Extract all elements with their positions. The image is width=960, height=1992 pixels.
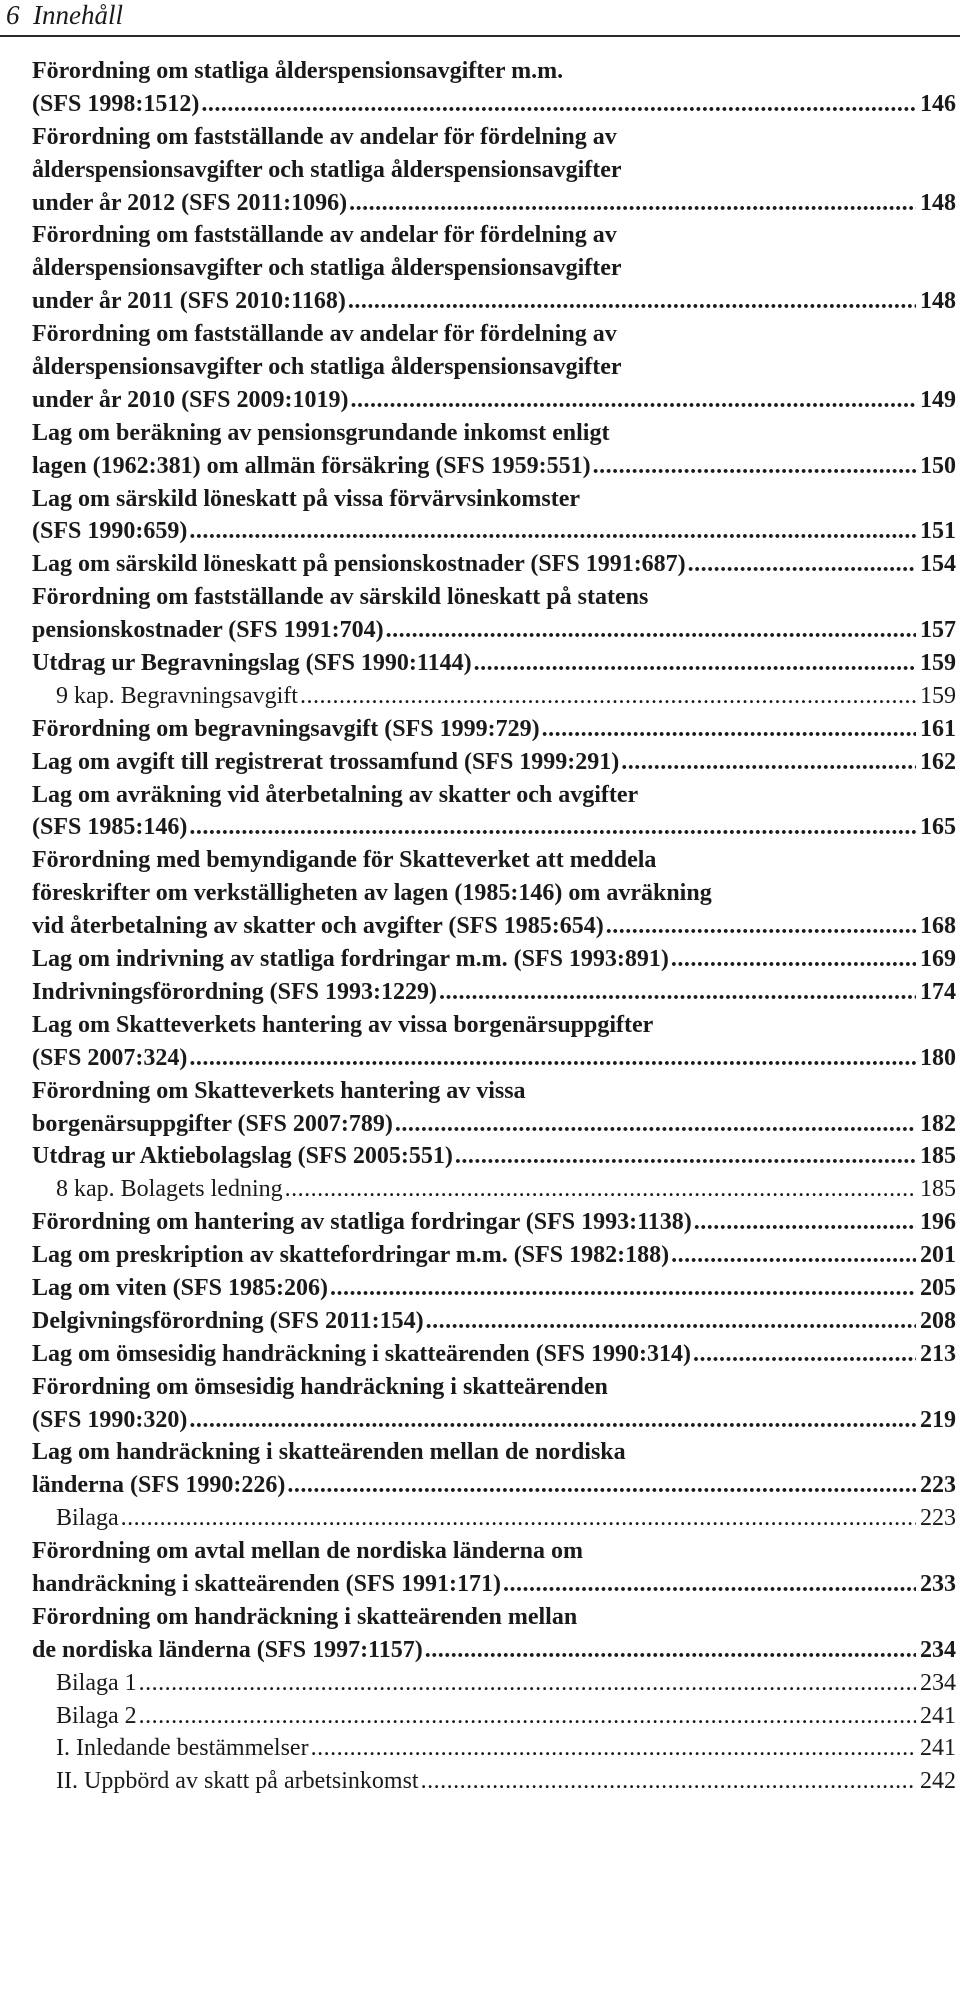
toc-page-number: 162 [920,748,956,775]
running-header [6,0,123,30]
toc-entry-continued [32,1009,956,1042]
toc-entry[interactable] [32,680,956,713]
header-title: Innehåll [33,0,123,30]
toc-page-number: 182 [920,1110,956,1137]
toc-entry-title: Lag om indrivning av statliga fordringar m.m. (SFS 1993:891) [32,946,669,973]
toc-entry-title: Förordning om hantering av statliga fordringar (SFS 1993:1138) [32,1209,692,1236]
toc-dot-leader [426,1305,916,1338]
toc-dot-leader [285,1173,916,1206]
toc-entry-title: ålderspensionsavgifter och statliga ålderspensionsavgifter [32,354,622,381]
toc-dot-leader [671,1239,916,1272]
toc-dot-leader [189,515,916,548]
toc-page-number: 174 [920,978,956,1005]
toc-entry-title: Bilaga [56,1505,119,1532]
toc-entry-continued [32,154,956,187]
toc-dot-leader [311,1732,916,1765]
toc-entry-title: länderna (SFS 1990:226) [32,1472,286,1499]
toc-entry-title: Lag om viten (SFS 1985:206) [32,1274,328,1301]
toc-entry-title: de nordiska länderna (SFS 1997:1157) [32,1636,423,1663]
toc-entry-title: Förordning om avtal mellan de nordiska länderna om [32,1538,583,1565]
toc-dot-leader [503,1568,916,1601]
toc-entry-title: lagen (1962:381) om allmän försäkring (SFS 1959:551) [32,452,591,479]
toc-entry-title: under år 2011 (SFS 2010:1168) [32,288,346,315]
toc-entry-continued [32,844,956,877]
page-number: 6 [6,0,20,30]
toc-entry-title: Delgivningsförordning (SFS 2011:154) [32,1307,424,1334]
toc-page-number: 165 [920,814,956,841]
toc-entry[interactable] [32,1140,956,1173]
toc-entry-continued [32,581,956,614]
toc-page-number: 185 [920,1176,956,1203]
toc-entry-title: Lag om preskription av skattefordringar m.m. (SFS 1982:188) [32,1242,670,1269]
toc-dot-leader [542,713,916,746]
toc-dot-leader [350,384,916,417]
toc-entry-continued [32,55,956,88]
toc-page-number: 146 [920,90,956,117]
toc-entry-title: 8 kap. Bolagets ledning [56,1176,283,1203]
toc-page-number: 242 [920,1768,956,1795]
toc-entry-title: Utdrag ur Aktiebolagslag (SFS 2005:551) [32,1143,453,1170]
toc-entry[interactable] [32,1338,956,1371]
toc-page-number: 233 [920,1570,956,1597]
toc-entry-title: I. Inledande bestämmelser [56,1735,309,1762]
toc-dot-leader [425,1634,916,1667]
toc-dot-leader [330,1272,916,1305]
toc-dot-leader [621,746,916,779]
toc-page-number: 159 [920,650,956,677]
toc-entry-title: Lag om Skatteverkets hantering av vissa borgenärsuppgifter [32,1011,654,1038]
toc-dot-leader [593,450,916,483]
toc-page-number: 168 [920,913,956,940]
toc-dot-leader [688,548,916,581]
toc-entry[interactable] [32,1272,956,1305]
toc-page-number: 148 [920,288,956,315]
toc-dot-leader [189,811,916,844]
toc-entry-title: Förordning om fastställande av andelar för fördelning av [32,222,617,249]
toc-entry-continued [32,483,956,516]
toc-entry-continued [32,779,956,812]
toc-entry-title: under år 2012 (SFS 2011:1096) [32,189,348,216]
toc-page-number: 234 [920,1636,956,1663]
toc-entry-continued [32,1436,956,1469]
toc-entry-title: Lag om handräckning i skatteärenden mellan de nordiska [32,1439,626,1466]
toc-dot-leader [606,910,916,943]
toc-dot-leader [421,1765,916,1798]
toc-dot-leader [287,1469,916,1502]
toc-entry-continued [32,1601,956,1634]
toc-entry[interactable] [32,450,956,483]
header-rule [0,35,960,37]
toc-entry-continued [32,1535,956,1568]
toc-page-number: 151 [920,518,956,545]
toc-entry[interactable] [32,1568,956,1601]
toc-page-number: 157 [920,617,956,644]
toc-page-number: 185 [920,1143,956,1170]
toc-entry-title: Förordning om ömsesidig handräckning i skatteärenden [32,1373,608,1400]
toc-entry[interactable] [32,1404,956,1437]
toc-dot-leader [139,1700,916,1733]
toc-entry-continued [32,219,956,252]
toc-entry[interactable] [32,515,956,548]
toc-entry-title: Bilaga 2 [56,1702,137,1729]
toc-page-number: 150 [920,452,956,479]
toc-dot-leader [455,1140,916,1173]
toc-entry[interactable] [32,1173,956,1206]
toc-page-number: 148 [920,189,956,216]
toc-entry-title: Lag om beräkning av pensionsgrundande inkomst enligt [32,419,610,446]
toc-page-number: 196 [920,1209,956,1236]
toc-dot-leader [349,187,916,220]
toc-entry-title: Förordning med bemyndigande för Skatteverket att meddela [32,847,657,874]
toc-entry[interactable] [32,1502,956,1535]
toc-entry[interactable] [32,614,956,647]
toc-page-number: 241 [920,1702,956,1729]
toc-entry[interactable] [32,976,956,1009]
toc-entry-title: Lag om särskild löneskatt på vissa förvärvsinkomster [32,485,581,512]
toc-entry-title: Utdrag ur Begravningslag (SFS 1990:1144) [32,650,472,677]
toc-dot-leader [474,647,916,680]
toc-entry-title: Lag om avräkning vid återbetalning av skatter och avgifter [32,781,639,808]
toc-entry[interactable] [32,1732,956,1765]
toc-entry[interactable] [32,1108,956,1141]
toc-dot-leader [139,1667,916,1700]
toc-entry-title: Bilaga 1 [56,1669,137,1696]
toc-dot-leader [201,88,916,121]
toc-entry-title: Lag om ömsesidig handräckning i skatteärenden (SFS 1990:314) [32,1340,691,1367]
toc-entry-title: (SFS 1985:146) [32,814,188,841]
toc-entry-title: Förordning om Skatteverkets hantering av vissa [32,1077,526,1104]
toc-dot-leader [300,680,916,713]
toc-entry[interactable] [32,746,956,779]
toc-page-number: 161 [920,715,956,742]
toc-page-number: 213 [920,1340,956,1367]
toc-page-number: 223 [920,1472,956,1499]
toc-entry-continued [32,1075,956,1108]
toc-page-number: 201 [920,1242,956,1269]
toc-entry[interactable] [32,647,956,680]
toc-entry-title: 9 kap. Begravningsavgift [56,682,298,709]
toc-entry[interactable] [32,1042,956,1075]
toc-entry-title: ålderspensionsavgifter och statliga ålderspensionsavgifter [32,156,622,183]
toc-entry[interactable] [32,811,956,844]
toc-dot-leader [439,976,916,1009]
toc-entry-continued [32,121,956,154]
toc-entry-title: borgenärsuppgifter (SFS 2007:789) [32,1110,393,1137]
toc-page-number: 205 [920,1274,956,1301]
toc-entry[interactable] [32,1239,956,1272]
toc-entry[interactable] [32,88,956,121]
table-of-contents [32,55,956,1798]
toc-entry-title: Indrivningsförordning (SFS 1993:1229) [32,978,437,1005]
toc-entry-title: ålderspensionsavgifter och statliga ålderspensionsavgifter [32,255,622,282]
toc-dot-leader [121,1502,916,1535]
toc-entry[interactable] [32,1765,956,1798]
toc-dot-leader [386,614,916,647]
toc-page-number: 149 [920,386,956,413]
toc-entry[interactable] [32,187,956,220]
toc-entry[interactable] [32,548,956,581]
toc-entry-continued [32,351,956,384]
toc-entry-title: Lag om avgift till registrerat trossamfund (SFS 1999:291) [32,748,620,775]
toc-entry-continued [32,877,956,910]
toc-entry-title: (SFS 1998:1512) [32,90,200,117]
toc-page-number: 169 [920,946,956,973]
toc-dot-leader [348,285,916,318]
toc-entry-title: Förordning om fastställande av särskild löneskatt på statens [32,584,649,611]
toc-entry-continued [32,417,956,450]
toc-entry-title: Förordning om fastställande av andelar för fördelning av [32,123,617,150]
toc-page-number: 241 [920,1735,956,1762]
toc-entry[interactable] [32,713,956,746]
toc-entry-title: Förordning om handräckning i skatteärenden mellan [32,1603,578,1630]
toc-dot-leader [189,1042,916,1075]
toc-page-number: 223 [920,1505,956,1532]
toc-page-number: 159 [920,682,956,709]
toc-entry[interactable] [32,285,956,318]
toc-entry[interactable] [32,1469,956,1502]
toc-entry[interactable] [32,1667,956,1700]
toc-page-number: 154 [920,551,956,578]
toc-entry-title: Förordning om fastställande av andelar för fördelning av [32,321,617,348]
toc-entry[interactable] [32,384,956,417]
toc-page-number: 180 [920,1044,956,1071]
toc-entry[interactable] [32,1700,956,1733]
toc-page-number: 234 [920,1669,956,1696]
toc-dot-leader [395,1108,916,1141]
toc-entry-title: Förordning om begravningsavgift (SFS 1999:729) [32,715,540,742]
toc-entry-continued [32,1371,956,1404]
toc-entry-continued [32,252,956,285]
toc-entry-title: (SFS 1990:320) [32,1406,188,1433]
toc-entry[interactable] [32,1206,956,1239]
toc-entry[interactable] [32,910,956,943]
toc-entry-continued [32,318,956,351]
toc-entry-title: Lag om särskild löneskatt på pensionskostnader (SFS 1991:687) [32,551,686,578]
toc-entry-title: under år 2010 (SFS 2009:1019) [32,386,349,413]
toc-page-number: 219 [920,1406,956,1433]
toc-entry-title: föreskrifter om verkställigheten av lagen (1985:146) om avräkning [32,880,712,907]
toc-entry-title: (SFS 1990:659) [32,518,188,545]
toc-dot-leader [693,1338,916,1371]
toc-dot-leader [189,1404,916,1437]
toc-page-number: 208 [920,1307,956,1334]
toc-entry-title: handräckning i skatteärenden (SFS 1991:171) [32,1570,501,1597]
toc-dot-leader [671,943,916,976]
toc-entry-title: II. Uppbörd av skatt på arbetsinkomst [56,1768,419,1795]
toc-entry[interactable] [32,1634,956,1667]
toc-entry[interactable] [32,943,956,976]
toc-entry-title: Förordning om statliga ålderspensionsavgifter m.m. [32,58,564,84]
toc-entry[interactable] [32,1305,956,1338]
toc-entry-title: (SFS 2007:324) [32,1044,188,1071]
toc-entry-title: pensionskostnader (SFS 1991:704) [32,617,384,644]
toc-dot-leader [694,1206,916,1239]
toc-entry-title: vid återbetalning av skatter och avgifter (SFS 1985:654) [32,913,604,940]
